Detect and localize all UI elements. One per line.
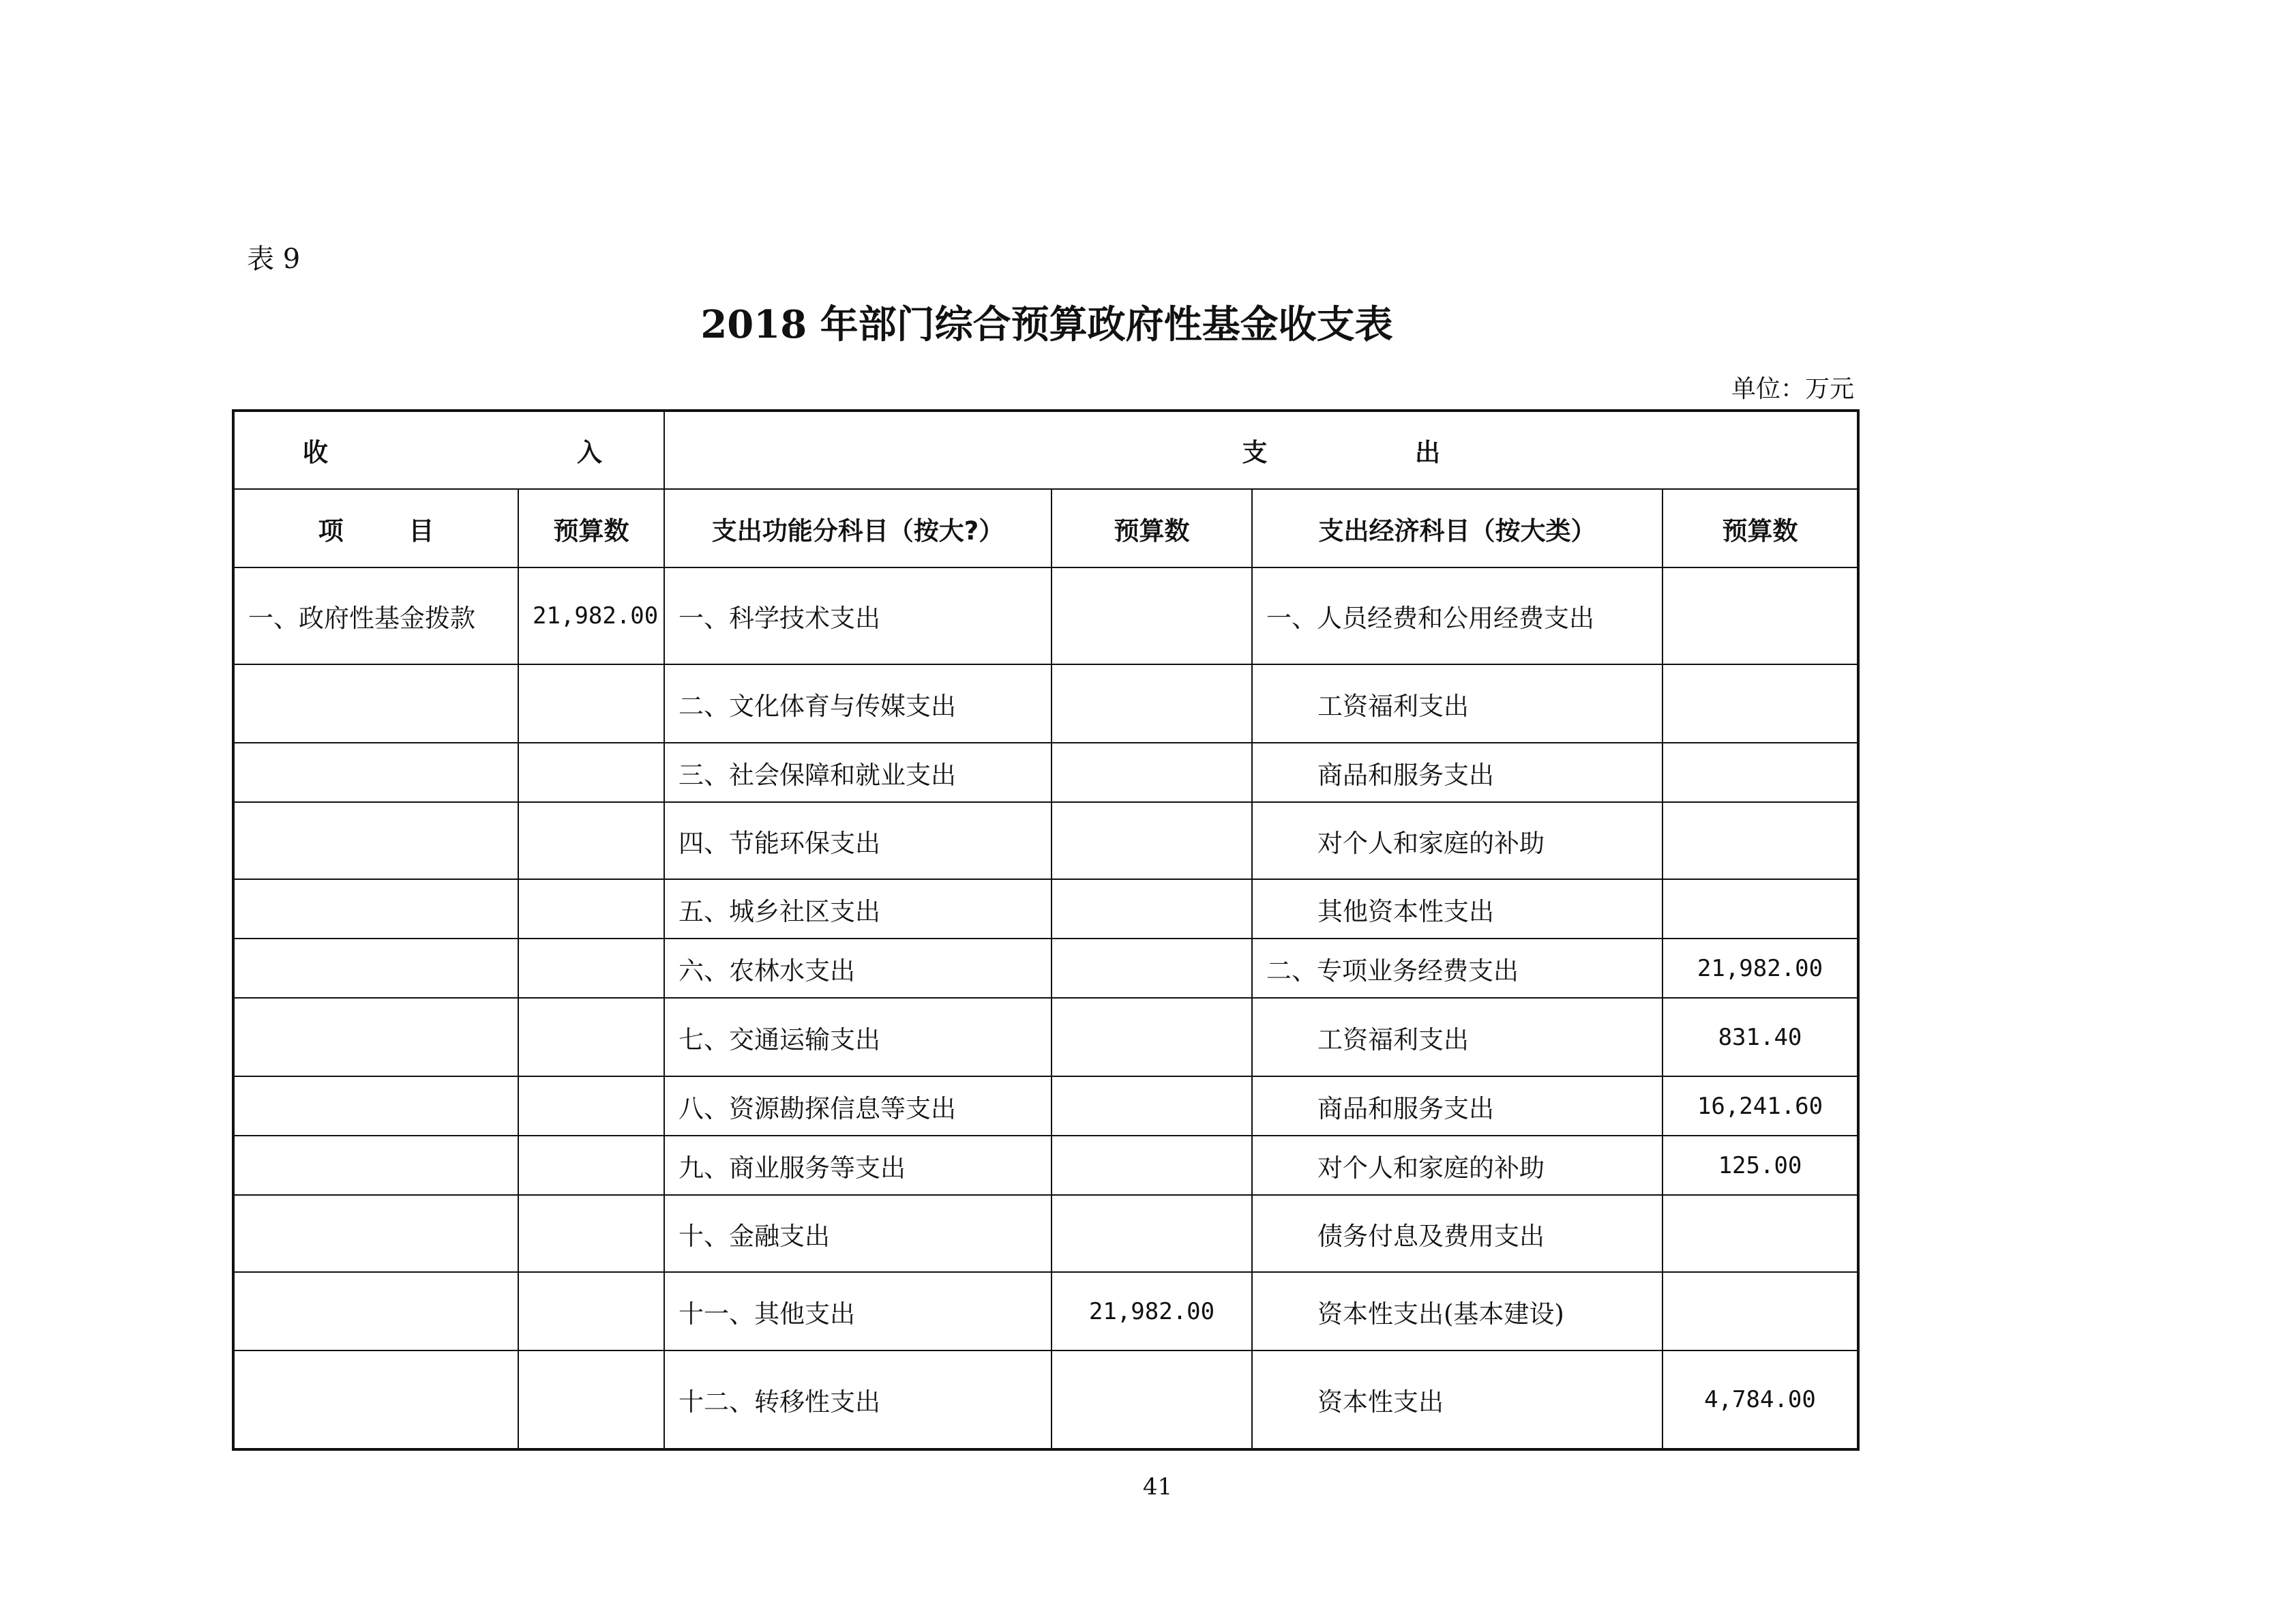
func-item-cell: 八、资源勘探信息等支出 [664, 1076, 1052, 1136]
func-item-cell: 五、城乡社区支出 [664, 879, 1052, 939]
income-amount-cell [518, 743, 664, 802]
header-row-group [233, 411, 1858, 489]
econ-item-cell: 资本性支出(基本建设) [1252, 1272, 1663, 1350]
func-item-cell: 七、交通运输支出 [664, 998, 1052, 1076]
item-header-char-1: 项 [318, 516, 344, 546]
econ-item-cell: 其他资本性支出 [1252, 879, 1663, 939]
table-row [233, 939, 1858, 998]
income-item-cell [233, 1350, 518, 1449]
expense-group-char-1: 支 [1242, 438, 1268, 467]
func-item-cell: 三、社会保障和就业支出 [664, 743, 1052, 802]
econ-item-cell: 工资福利支出 [1252, 664, 1663, 743]
income-item-cell [233, 1076, 518, 1136]
table-row [233, 1272, 1858, 1350]
econ-class-header: 支出经济科目（按大类） [1252, 489, 1663, 567]
func-item-cell: 十一、其他支出 [664, 1272, 1052, 1350]
econ-amount-cell [1663, 879, 1858, 939]
econ-amount-cell [1663, 1195, 1858, 1272]
table-row [233, 802, 1858, 879]
income-amount-cell [518, 802, 664, 879]
econ-item-cell: 商品和服务支出 [1252, 1076, 1663, 1136]
table-row [233, 743, 1858, 802]
table-row [233, 998, 1858, 1076]
func-item-cell: 十二、转移性支出 [664, 1350, 1052, 1449]
func-budget-header: 预算数 [1052, 489, 1252, 567]
econ-amount-cell [1663, 743, 1858, 802]
func-amount-cell [1052, 664, 1252, 743]
econ-item-cell: 一、人员经费和公用经费支出 [1252, 567, 1663, 664]
econ-amount-cell: 831.40 [1663, 998, 1858, 1076]
econ-budget-header: 预算数 [1663, 489, 1858, 567]
func-amount-cell [1052, 1195, 1252, 1272]
income-item-cell [233, 743, 518, 802]
func-item-cell: 六、农林水支出 [664, 939, 1052, 998]
table-row [233, 879, 1858, 939]
func-amount-cell [1052, 743, 1252, 802]
econ-amount-cell: 125.00 [1663, 1136, 1858, 1195]
econ-item-cell: 对个人和家庭的补助 [1252, 802, 1663, 879]
income-amount-cell [518, 664, 664, 743]
document-title: 2018 年部门综合预算政府性基金收支表 [700, 302, 1393, 347]
income-group-char-1: 收 [303, 438, 328, 467]
econ-amount-cell: 16,241.60 [1663, 1076, 1858, 1136]
func-amount-cell [1052, 1350, 1252, 1449]
item-header-char-2: 目 [408, 516, 434, 546]
econ-item-cell: 资本性支出 [1252, 1350, 1663, 1449]
func-item-cell: 一、科学技术支出 [664, 567, 1052, 664]
income-amount-cell: 21,982.00 [518, 567, 664, 664]
func-item-cell: 四、节能环保支出 [664, 802, 1052, 879]
expense-group-header [664, 411, 1858, 489]
func-amount-cell [1052, 1076, 1252, 1136]
func-amount-cell [1052, 567, 1252, 664]
table-number-label: 表 9 [247, 243, 301, 275]
income-group-char-2: 入 [577, 438, 602, 467]
table-row [233, 567, 1858, 664]
income-group-header [233, 411, 664, 489]
income-item-cell [233, 1195, 518, 1272]
func-amount-cell [1052, 802, 1252, 879]
econ-item-cell: 商品和服务支出 [1252, 743, 1663, 802]
income-item-cell [233, 939, 518, 998]
table-row [233, 1195, 1858, 1272]
income-item-cell: 一、政府性基金拨款 [233, 567, 518, 664]
income-amount-cell [518, 1350, 664, 1449]
func-item-cell: 十、金融支出 [664, 1195, 1052, 1272]
econ-amount-cell: 4,784.00 [1663, 1350, 1858, 1449]
income-amount-cell [518, 1272, 664, 1350]
func-amount-cell [1052, 879, 1252, 939]
econ-amount-cell [1663, 1272, 1858, 1350]
func-amount-cell: 21,982.00 [1052, 1272, 1252, 1350]
income-amount-cell [518, 879, 664, 939]
table-row [233, 1076, 1858, 1136]
func-amount-cell [1052, 1136, 1252, 1195]
expense-group-char-2: 出 [1415, 438, 1440, 467]
econ-item-cell: 对个人和家庭的补助 [1252, 1136, 1663, 1195]
econ-item-cell: 债务付息及费用支出 [1252, 1195, 1663, 1272]
income-item-cell [233, 1136, 518, 1195]
econ-amount-cell [1663, 664, 1858, 743]
func-item-cell: 九、商业服务等支出 [664, 1136, 1052, 1195]
econ-item-cell: 工资福利支出 [1252, 998, 1663, 1076]
income-item-cell [233, 1272, 518, 1350]
budget-table [232, 409, 1860, 1451]
income-amount-cell [518, 1136, 664, 1195]
func-item-cell: 二、文化体育与传媒支出 [664, 664, 1052, 743]
func-class-header: 支出功能分科目（按大?） [664, 489, 1052, 567]
income-item-cell [233, 802, 518, 879]
income-amount-cell [518, 1195, 664, 1272]
econ-amount-cell [1663, 802, 1858, 879]
income-budget-header: 预算数 [518, 489, 664, 567]
income-amount-cell [518, 939, 664, 998]
income-amount-cell [518, 1076, 664, 1136]
table-row [233, 1136, 1858, 1195]
income-item-cell [233, 664, 518, 743]
page-number: 41 [1142, 1473, 1173, 1501]
unit-label: 单位：万元 [1731, 375, 1854, 403]
econ-item-cell: 二、专项业务经费支出 [1252, 939, 1663, 998]
econ-amount-cell [1663, 567, 1858, 664]
header-row-columns [233, 489, 1858, 567]
income-item-cell [233, 879, 518, 939]
func-amount-cell [1052, 939, 1252, 998]
econ-amount-cell: 21,982.00 [1663, 939, 1858, 998]
table-row [233, 1350, 1858, 1449]
income-amount-cell [518, 998, 664, 1076]
income-item-cell [233, 998, 518, 1076]
item-header [233, 489, 518, 567]
func-amount-cell [1052, 998, 1252, 1076]
table-row [233, 664, 1858, 743]
